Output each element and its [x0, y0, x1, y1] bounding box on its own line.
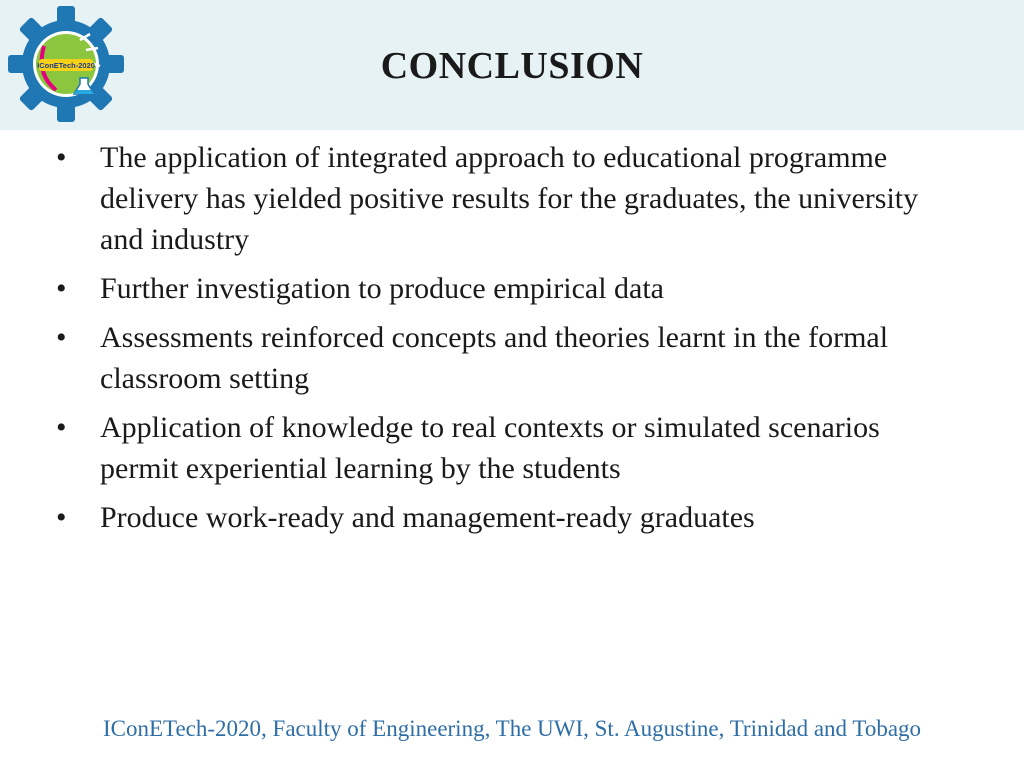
bullet-marker: • [56, 321, 67, 354]
bullet-text: Further investigation to produce empirical data [100, 272, 664, 305]
bullet-text: Produce work-ready and management-ready graduates [100, 501, 755, 534]
slide-title: CONCLUSION [380, 45, 644, 87]
bullet-item [56, 407, 956, 489]
bullet-item [56, 317, 956, 399]
footer-text: IConETech-2020, Faculty of Engineering, The UWI, St. Augustine, Trinidad and Tobago [102, 716, 922, 741]
bullet-text: Assessments reinforced concepts and theories learnt in the formal classroom setting [100, 321, 889, 395]
bullet-marker: • [56, 411, 67, 444]
bullet-marker: • [56, 501, 67, 534]
slide-footer [0, 716, 1024, 742]
bullet-item [56, 497, 956, 538]
bullet-marker: • [56, 141, 67, 174]
bullet-list [56, 137, 956, 546]
logo-text: IConETech-2020 [37, 61, 95, 70]
bullet-item [56, 137, 956, 260]
bullet-item [56, 268, 956, 309]
bullet-marker: • [56, 272, 67, 305]
bullet-text: Application of knowledge to real contexts or simulated scenarios permit experiential learning by the students [100, 411, 880, 485]
bullet-text: The application of integrated approach to educational programme delivery has yielded positive results for the graduates, the university and industry [100, 141, 919, 256]
